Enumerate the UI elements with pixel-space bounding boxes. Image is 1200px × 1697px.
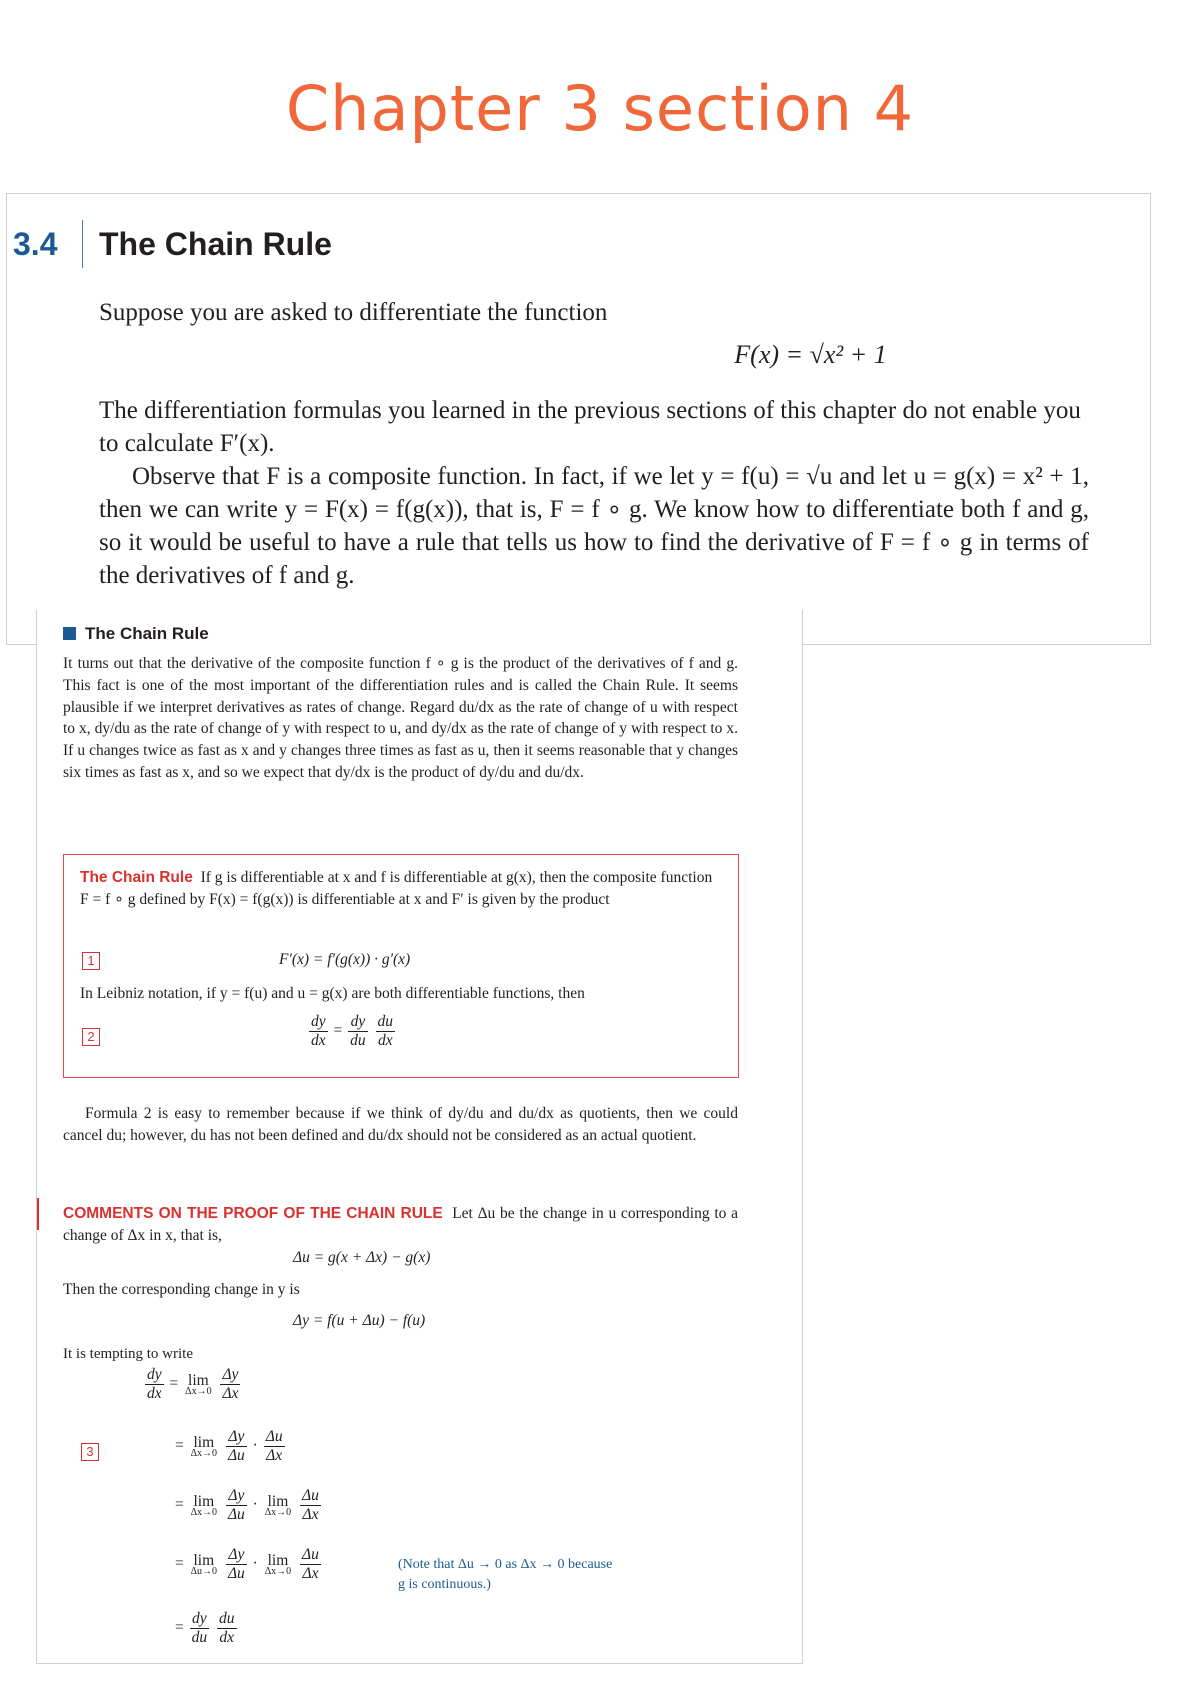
frac-num: Δu: [302, 1487, 319, 1504]
delta-y-equation: Δy = f(u + Δu) − f(u): [293, 1312, 426, 1329]
frac-num: dy: [147, 1366, 162, 1383]
frac-den: Δx: [302, 1506, 319, 1523]
subsection-paragraph: It turns out that the derivative of the composite function f ∘ g is the product of the derivatives of f and g. This fact is one of the most important of the differentiation rules and is called the Chain Rule. It seems plausible if we interpret derivatives as rates of change. Regard du/dx as the rate of change of u with respect to x, dy/du as the rate of change of y with respect to u, and dy/dx as the rate of change of y with respect to x. If u changes twice as fast as x and y changes three times as fast as u, then it seems reasonable that y changes six times as fast as x, and so we expect that dy/dx is the product of dy/du and du/dx.: [63, 655, 738, 781]
square-bullet-icon: [63, 627, 76, 640]
section-number: 3.4: [13, 226, 58, 262]
frac-num: Δu: [302, 1546, 319, 1563]
frac-num: Δy: [226, 1546, 247, 1565]
equation-2: $\frac{dy}{dx}$ = $\frac{dy}{du}$ $\frac{du}{dx}$: [311, 1013, 394, 1049]
section-intro-excerpt: [6, 193, 1151, 645]
intro-paragraph-1: The differentiation formulas you learned in the previous sections of this chapter do not enable you to calculate F′(x).: [99, 397, 1081, 457]
lim-sub: Δu→0: [190, 1566, 218, 1577]
delta-u-equation: Δu = g(x + Δx) − g(x): [293, 1249, 431, 1266]
continuity-note: (Note that Δu → 0 as Δx → 0 because g is continuous.): [398, 1557, 613, 1592]
lim-label: lim: [193, 1552, 215, 1569]
proof-text-2: Then the corresponding change in y is: [63, 1281, 300, 1298]
lim-sub: Δx→0: [185, 1386, 212, 1397]
leibniz-sentence: In Leibniz notation, if y = f(u) and u = g(x) are both differentiable functions, then: [80, 985, 585, 1002]
equation-number-2: 2: [82, 1028, 100, 1046]
eq2-r1-num: dy: [348, 1013, 368, 1032]
proof-marker: [37, 1198, 39, 1230]
derivation-line-5: = $\frac{dy}{du}$ $\frac{du}{dx}$: [175, 1610, 235, 1646]
handwritten-title: Chapter 3 section 4: [285, 72, 915, 145]
rule-heading: The Chain Rule: [80, 869, 193, 886]
frac-den: dx: [219, 1629, 235, 1646]
proof-text-3: It is tempting to write: [63, 1346, 193, 1362]
frac-num: du: [219, 1610, 235, 1627]
proof-caption: COMMENTS ON THE PROOF OF THE CHAIN RULE: [63, 1205, 443, 1222]
derivation-line-2: = lim Δx→0 $\frac{\Delta y}{\Delta u}$ · $\frac{\Delta u}{\Delta x}$: [175, 1428, 283, 1464]
lim-label: lim: [193, 1434, 215, 1451]
chain-rule-box: [63, 854, 739, 1078]
frac-num: Δu: [265, 1428, 283, 1445]
subsection-title: The Chain Rule: [85, 624, 209, 643]
equation-number-3: 3: [81, 1443, 99, 1461]
derivation-line-4: = lim Δu→0 $\frac{\Delta y}{\Delta u}$ · lim Δx→0 $\frac{\Delta u}{\Delta x}$: [175, 1546, 319, 1582]
intro-paragraph-2: Observe that F is a composite function. In fact, if we let y = f(u) = √u and let u = g(x) = x² + 1, then we can write y = F(x) = f(g(x)), that is, F = f ∘ g. We know how to differentiate both f and g, so it would be useful to have a rule that tells us how to find the derivative of F = f ∘ g in terms of the derivatives of f and g.: [99, 463, 1089, 589]
frac-den: Δx: [266, 1447, 283, 1464]
derivation-line-3: = lim Δx→0 $\frac{\Delta y}{\Delta u}$ · lim Δx→0 $\frac{\Delta u}{\Delta x}$: [175, 1487, 319, 1523]
lim-label: lim: [188, 1372, 209, 1389]
lim-sub: Δx→0: [190, 1448, 218, 1459]
lim-label: lim: [267, 1493, 289, 1510]
frac-den: Δx: [302, 1565, 319, 1582]
section-divider: [82, 220, 83, 268]
frac-den: Δx: [222, 1385, 239, 1402]
frac-num: Δy: [226, 1428, 247, 1447]
equation-1: F′(x) = f′(g(x)) · g′(x): [279, 951, 411, 968]
frac-den: du: [191, 1629, 208, 1646]
frac-den: dx: [147, 1385, 162, 1402]
eq2-r1-den: du: [350, 1032, 366, 1049]
frac-den: Δu: [227, 1447, 245, 1464]
eq2-lhs-num: dy: [311, 1013, 326, 1030]
frac-den: Δu: [227, 1565, 245, 1582]
proof-text-1: Let Δu be the change in u corresponding to a change of Δx in x, that is,: [63, 1205, 739, 1244]
frac-num: Δy: [222, 1366, 239, 1383]
formula-2-paragraph: Formula 2 is easy to remember because if we think of dy/du and du/dx as quotients, then we could cancel du; however, du has not been defined and du/dx should not be considered as an actual quotient.: [63, 1105, 738, 1144]
eq2-r2-num: du: [377, 1013, 394, 1030]
lim-label: lim: [193, 1493, 215, 1510]
lim-sub: Δx→0: [264, 1507, 292, 1518]
intro-sentence: Suppose you are asked to differentiate the function: [99, 299, 608, 326]
eq2-lhs-den: dx: [311, 1032, 326, 1049]
eq2-r2-den: dx: [377, 1032, 393, 1049]
subsection-heading: [63, 624, 209, 644]
proof-intro: [63, 1203, 738, 1247]
section-title: The Chain Rule: [99, 226, 332, 262]
derivation-line-1: $\frac{dy}{dx}$ = lim Δx→0 $\frac{\Delta y}{\Delta x}$: [147, 1366, 239, 1402]
function-display: F(x) = √x² + 1: [734, 340, 887, 369]
equation-number-1: 1: [82, 952, 100, 970]
rule-statement: If g is differentiable at x and f is differentiable at g(x), then the composite function F = f ∘ g defined by F(x) = f(g(x)) is differentiable at x and F′ is given by the product: [80, 869, 713, 908]
lim-label: lim: [267, 1552, 289, 1569]
frac-num: dy: [190, 1610, 210, 1629]
frac-den: Δu: [227, 1506, 245, 1523]
chain-rule-excerpt: [36, 610, 803, 1664]
frac-num: Δy: [226, 1487, 247, 1506]
lim-sub: Δx→0: [190, 1507, 218, 1518]
rule-statement-block: [80, 867, 720, 911]
lim-sub: Δx→0: [264, 1566, 292, 1577]
